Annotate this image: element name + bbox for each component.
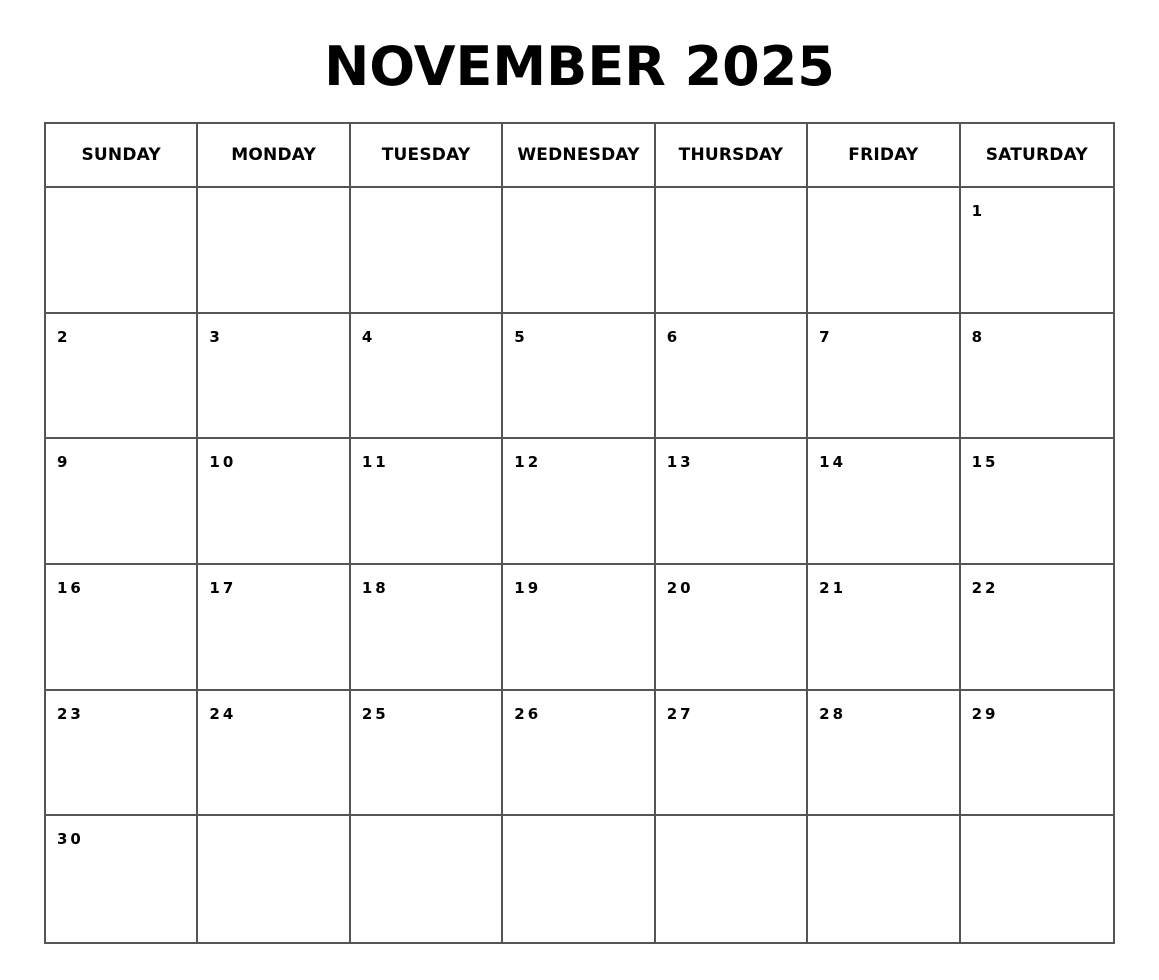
day-cell	[961, 314, 1113, 440]
day-cell	[503, 314, 655, 440]
day-cell	[656, 691, 808, 817]
day-cell	[351, 816, 503, 942]
day-number: 29	[971, 704, 999, 723]
day-cell	[198, 188, 350, 314]
day-number: 13	[666, 453, 694, 472]
weekday-header-sunday: SUNDAY	[46, 124, 198, 188]
day-number: 14	[819, 453, 847, 472]
day-number: 1	[971, 202, 985, 220]
calendar-title: NOVEMBER 2025	[324, 35, 835, 98]
weekday-header-friday: FRIDAY	[808, 124, 960, 188]
day-number: 16	[57, 578, 84, 597]
day-number: 28	[819, 704, 847, 723]
day-cell	[46, 816, 198, 942]
day-cell	[198, 439, 350, 565]
day-cell	[46, 691, 198, 817]
day-cell	[503, 188, 655, 314]
day-cell	[961, 691, 1113, 817]
day-cell	[46, 188, 198, 314]
day-number: 21	[819, 578, 847, 597]
day-cell	[198, 691, 350, 817]
day-number: 22	[971, 578, 999, 597]
day-number: 15	[971, 453, 999, 472]
day-cell	[656, 816, 808, 942]
day-cell	[808, 565, 960, 691]
day-cell	[46, 439, 198, 565]
day-cell	[351, 439, 503, 565]
day-cell	[503, 816, 655, 942]
day-cell	[808, 816, 960, 942]
day-number: 19	[514, 578, 542, 597]
day-cell	[808, 691, 960, 817]
day-number: 23	[57, 704, 84, 723]
day-cell	[351, 188, 503, 314]
day-cell	[198, 816, 350, 942]
day-number: 30	[57, 830, 84, 849]
day-number: 12	[514, 453, 542, 472]
day-number: 25	[361, 704, 389, 723]
weekday-header-thursday: THURSDAY	[656, 124, 808, 188]
day-number: 4	[361, 327, 376, 346]
day-cell	[656, 565, 808, 691]
day-cell	[198, 314, 350, 440]
day-cell	[503, 439, 655, 565]
day-number: 3	[209, 327, 223, 346]
day-number: 17	[209, 578, 237, 597]
weekday-header-monday: MONDAY	[198, 124, 350, 188]
weekday-header-saturday: SATURDAY	[961, 124, 1113, 188]
day-number: 7	[819, 327, 833, 346]
day-cell	[961, 188, 1113, 314]
day-number: 18	[361, 578, 389, 597]
day-number: 9	[57, 453, 71, 472]
day-number: 10	[209, 453, 237, 472]
day-cell	[656, 188, 808, 314]
calendar-grid	[44, 122, 1115, 944]
day-cell	[656, 314, 808, 440]
day-cell	[351, 314, 503, 440]
day-cell	[808, 188, 960, 314]
day-cell	[503, 691, 655, 817]
day-cell	[961, 439, 1113, 565]
day-number: 11	[361, 453, 389, 472]
day-number: 2	[57, 327, 71, 346]
weekday-header-wednesday: WEDNESDAY	[503, 124, 655, 188]
day-cell	[961, 565, 1113, 691]
day-cell	[198, 565, 350, 691]
day-cell	[46, 314, 198, 440]
day-number: 6	[666, 327, 681, 346]
day-number: 26	[514, 704, 542, 723]
day-cell	[961, 816, 1113, 942]
day-cell	[46, 565, 198, 691]
day-cell	[351, 565, 503, 691]
day-cell	[656, 439, 808, 565]
day-cell	[351, 691, 503, 817]
day-number: 20	[666, 578, 694, 597]
day-number: 27	[666, 704, 694, 723]
day-number: 8	[971, 327, 985, 346]
day-cell	[808, 314, 960, 440]
day-number: 24	[209, 704, 237, 723]
weekday-header-tuesday: TUESDAY	[351, 124, 503, 188]
day-number: 5	[514, 327, 528, 346]
day-cell	[808, 439, 960, 565]
day-cell	[503, 565, 655, 691]
